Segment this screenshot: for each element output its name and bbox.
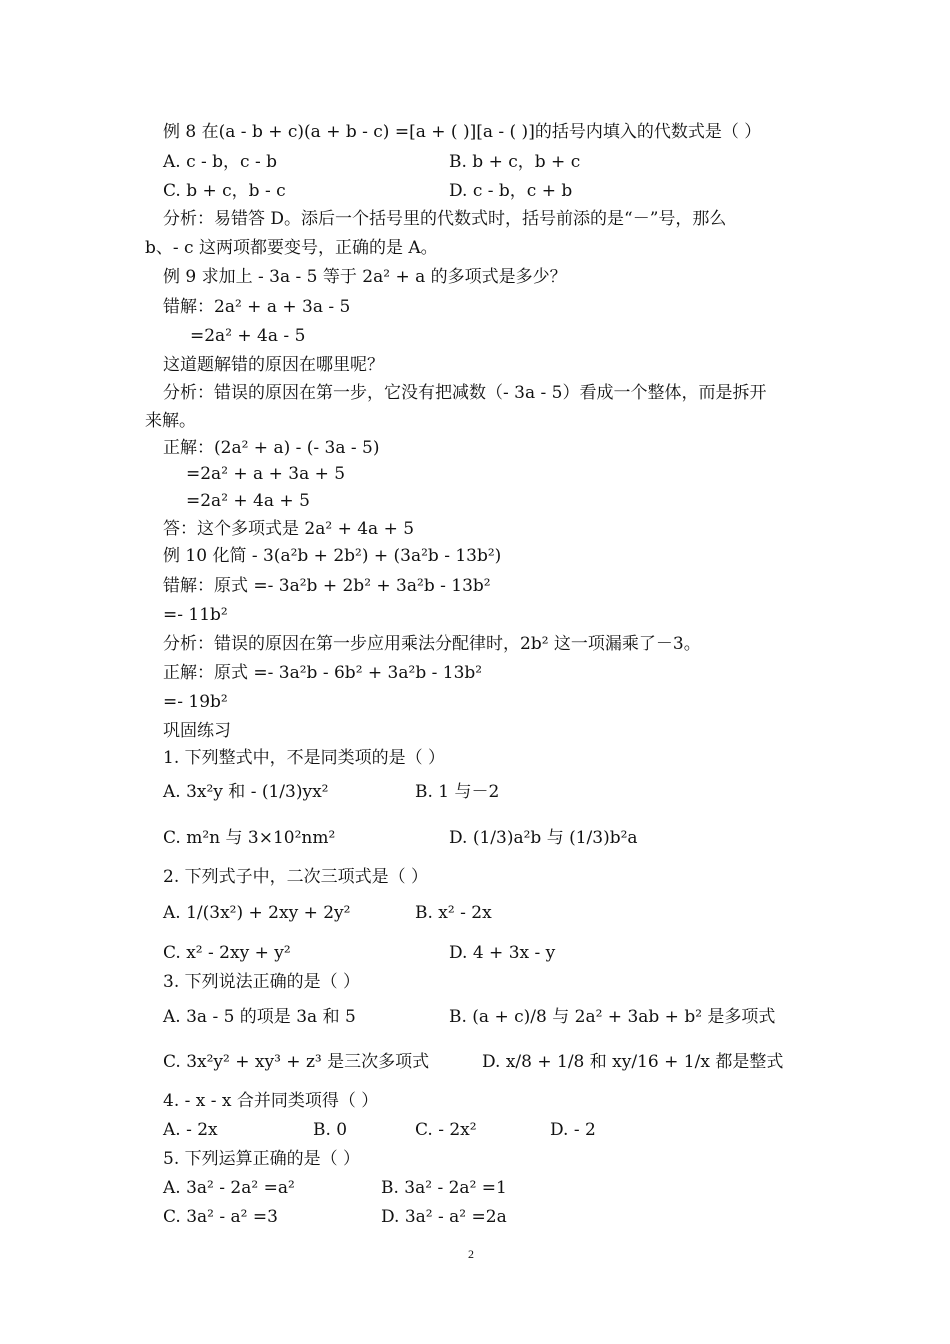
ex10-wrong-result: =- 11b² bbox=[163, 605, 228, 625]
q5-option-b: B. 3a² - 2a² =1 bbox=[381, 1178, 507, 1198]
q1-option-c: C. m²n 与 3×10²nm² bbox=[163, 828, 336, 848]
practice-heading: 巩固练习 bbox=[163, 721, 231, 741]
ex9-correct-solution: 正解：(2a² + a) - (- 3a - 5) bbox=[163, 438, 380, 458]
ex8-analysis-line2: b、- c 这两项都要变号，正确的是 A。 bbox=[145, 238, 438, 258]
q3-option-b: B. (a + c)/8 与 2a² + 3ab + b² 是多项式 bbox=[449, 1007, 776, 1027]
q2-option-c: C. x² - 2xy + y² bbox=[163, 943, 291, 963]
ex9-wrong-solution: 错解：2a² + a + 3a - 5 bbox=[163, 297, 351, 317]
page-number: 2 bbox=[468, 1247, 474, 1261]
q4-stem: 4. - x - x 合并同类项得（ ） bbox=[163, 1091, 379, 1111]
ex9-correct-step1: =2a² + a + 3a + 5 bbox=[186, 464, 346, 484]
q4-option-d: D. - 2 bbox=[550, 1120, 596, 1140]
q1-option-a: A. 3x²y 和 - (1/3)yx² bbox=[163, 782, 329, 802]
q2-option-b: B. x² - 2x bbox=[415, 903, 492, 923]
ex10-wrong-solution: 错解：原式 =- 3a²b + 2b² + 3a²b - 13b² bbox=[163, 576, 491, 596]
ex9-wrong-step: =2a² + 4a - 5 bbox=[190, 326, 306, 346]
q5-option-c: C. 3a² - a² =3 bbox=[163, 1207, 278, 1227]
ex9-answer: 答：这个多项式是 2a² + 4a + 5 bbox=[163, 519, 415, 539]
ex8-option-b: B. b + c，b + c bbox=[449, 152, 581, 172]
example-9-question: 例 9 求加上 - 3a - 5 等于 2a² + a 的多项式是多少？ bbox=[163, 267, 567, 287]
q4-option-b: B. 0 bbox=[313, 1120, 348, 1140]
q2-option-d: D. 4 + 3x - y bbox=[449, 943, 556, 963]
ex8-option-a: A. c - b，c - b bbox=[163, 152, 277, 172]
q1-option-b: B. 1 与－2 bbox=[415, 782, 500, 802]
ex8-option-c: C. b + c，b - c bbox=[163, 181, 286, 201]
ex10-analysis: 分析：错误的原因在第一步应用乘法分配律时，2b² 这一项漏乘了－3。 bbox=[163, 634, 701, 654]
q4-option-c: C. - 2x² bbox=[415, 1120, 477, 1140]
q3-option-a: A. 3a - 5 的项是 3a 和 5 bbox=[163, 1007, 356, 1027]
q5-stem: 5. 下列运算正确的是（ ） bbox=[163, 1149, 361, 1169]
ex8-option-d: D. c - b，c + b bbox=[449, 181, 573, 201]
q3-option-d: D. x/8 + 1/8 和 xy/16 + 1/x 都是整式 bbox=[482, 1052, 784, 1072]
ex9-correct-step2: =2a² + 4a + 5 bbox=[186, 491, 310, 511]
q5-option-d: D. 3a² - a² =2a bbox=[381, 1207, 507, 1227]
q2-stem: 2. 下列式子中，二次三项式是（ ） bbox=[163, 867, 429, 887]
ex9-reason-question: 这道题解错的原因在哪里呢？ bbox=[163, 355, 384, 375]
ex10-correct-result: =- 19b² bbox=[163, 692, 228, 712]
ex8-analysis-line1: 分析：易错答 D。添后一个括号里的代数式时，括号前添的是“－”号，那么 bbox=[163, 209, 727, 229]
q2-option-a: A. 1/(3x²) + 2xy + 2y² bbox=[163, 903, 351, 923]
ex10-correct-solution: 正解：原式 =- 3a²b - 6b² + 3a²b - 13b² bbox=[163, 663, 483, 683]
example-10-question: 例 10 化简 - 3(a²b + 2b²) + (3a²b - 13b²) bbox=[163, 546, 502, 566]
q1-stem: 1. 下列整式中，不是同类项的是（ ） bbox=[163, 748, 446, 768]
example-8-question: 例 8 在(a - b + c)(a + b - c) =[a + ( )][a - ( )]的括号内填入的代数式是（ ） bbox=[163, 122, 762, 142]
ex9-analysis-line1: 分析：错误的原因在第一步，它没有把减数（- 3a - 5）看成一个整体，而是拆开 bbox=[163, 383, 767, 403]
q3-stem: 3. 下列说法正确的是（ ） bbox=[163, 972, 361, 992]
q1-option-d: D. (1/3)a²b 与 (1/3)b²a bbox=[449, 828, 638, 848]
q5-option-a: A. 3a² - 2a² =a² bbox=[163, 1178, 295, 1198]
q3-option-c: C. 3x²y² + xy³ + z³ 是三次多项式 bbox=[163, 1052, 430, 1072]
q4-option-a: A. - 2x bbox=[163, 1120, 218, 1140]
ex9-analysis-line2: 来解。 bbox=[145, 411, 196, 431]
